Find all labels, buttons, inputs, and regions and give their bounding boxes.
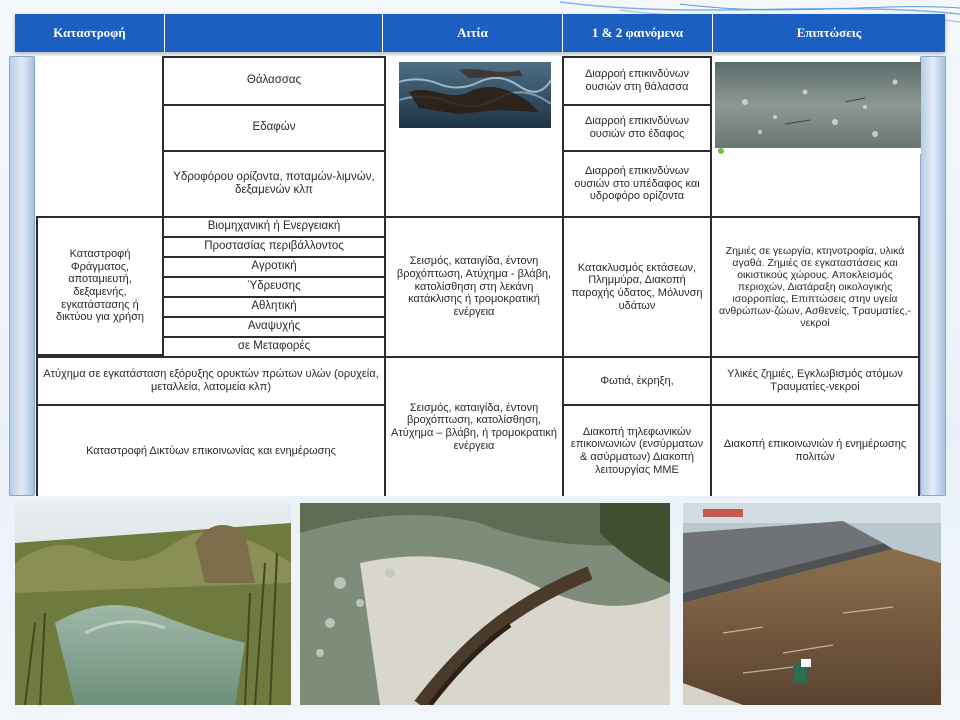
section1-disaster-cell [36, 56, 164, 218]
section2-sub-environment: Προστασίας περιβάλλοντος [162, 236, 386, 258]
section2-sub-transport: σε Μεταφορές [162, 336, 386, 358]
section3-phenomena: Φωτιά, έκρηξη, [562, 356, 712, 406]
polluted-stream-photo [300, 503, 670, 705]
polluted-water-surface-photo [715, 62, 921, 154]
section3-effects: Υλικές ζημιές, Εγκλωβισμός ατόμων Τραυματίες-νεκροί [710, 356, 920, 406]
section1-phenomenon-groundwater: Διαρροή επικινδύνων ουσιών στο υπέδαφος και υδροφόρο ορίζοντα [562, 150, 712, 218]
section4-effects: Διακοπή επικοινωνιών ή ενημέρωσης πολιτών [710, 404, 920, 496]
polluted-harbour-photo [683, 503, 941, 705]
oil-on-sea-photo [399, 62, 551, 128]
section2-sub-recreation: Αναψυχής [162, 316, 386, 338]
section1-cause-cell [384, 56, 564, 218]
section34-cause: Σεισμός, καταιγίδα, έντονη βροχόπτωση, κατολίσθηση, Ατύχημα – βλάβη, ή τρομοκρατική ενέργεια [384, 356, 564, 496]
section1-phenomenon-sea: Διαρροή επικινδύνων ουσιών στη θάλασσα [562, 56, 712, 106]
header-disaster: Καταστροφή [15, 14, 165, 52]
header-effects: Επιπτώσεις [796, 25, 862, 40]
header-phenomena: 1 & 2 φαινόμενα [563, 14, 713, 52]
section2-phenomena: Κατακλυσμός εκτάσεων, Πλημμύρα, Διακοπή παροχής ύδατος, Μόλυνση υδάτων [562, 216, 712, 358]
left-sidebar-bar [9, 56, 35, 496]
section2-disaster: Καταστροφή Φράγματος, αποταμιευτή, δεξαμενής, εγκατάστασης ή δικτύου για χρήση [36, 216, 164, 356]
section2-sub-agriculture: Αγροτική [162, 256, 386, 278]
section4-phenomena: Διακοπή τηλεφωνικών επικοινωνιών (ενσύρματων & ασύρματων) Διακοπή λειτουργίας ΜΜΕ [562, 404, 712, 496]
table-header [15, 14, 945, 52]
section2-sub-sports: Αθλητική [162, 296, 386, 318]
disaster-table [36, 56, 920, 496]
section1-effects-cell [710, 56, 920, 218]
header-blank [165, 14, 383, 52]
section2-sub-industrial: Βιομηχανική ή Ενεργειακή [162, 216, 386, 238]
section1-sub-sea: Θάλασσας [162, 56, 386, 106]
section4-disaster: Καταστροφή Δικτύων επικοινωνίας και ενημέρωσης [36, 404, 386, 496]
right-sidebar-bar [920, 56, 946, 496]
section3-disaster: Ατύχημα σε εγκατάσταση εξόρυξης ορυκτών πρώτων υλών (ορυχεία, μεταλλεία, λατομεία κλπ) [36, 356, 386, 406]
section1-sub-soil: Εδαφών [162, 104, 386, 152]
section2-effects: Ζημιές σε γεωργία, κτηνοτροφία, υλικά αγαθά. Ζημιές σε εγκαταστάσεις και οικιστικούς χώρους. Αποκλεισμός περιοχών, Διατάραξη οικολογικής ισορροπίας, Επιπτώσεις στην υγεία ανθρώπων-ζώων, Ασθενείς, Τραυματίες,-νεκροί [710, 216, 920, 358]
section2-sub-water-supply: Ύδρευσης [162, 276, 386, 298]
section1-phenomenon-soil: Διαρροή επικινδύνων ουσιών στο έδαφος [562, 104, 712, 152]
section2-cause: Σεισμός, καταιγίδα, έντονη βροχόπτωση, Ατύχημα - βλάβη, κατολίσθηση στη λεκάνη κατάκλισης ή τρομοκρατική ενέργεια [384, 216, 564, 358]
section1-sub-groundwater: Υδροφόρου ορίζοντα, ποταμών-λιμνών, δεξαμενών κλπ [162, 150, 386, 218]
header-cause: Αιτία [383, 14, 563, 52]
polluted-ditch-photo [15, 503, 291, 705]
